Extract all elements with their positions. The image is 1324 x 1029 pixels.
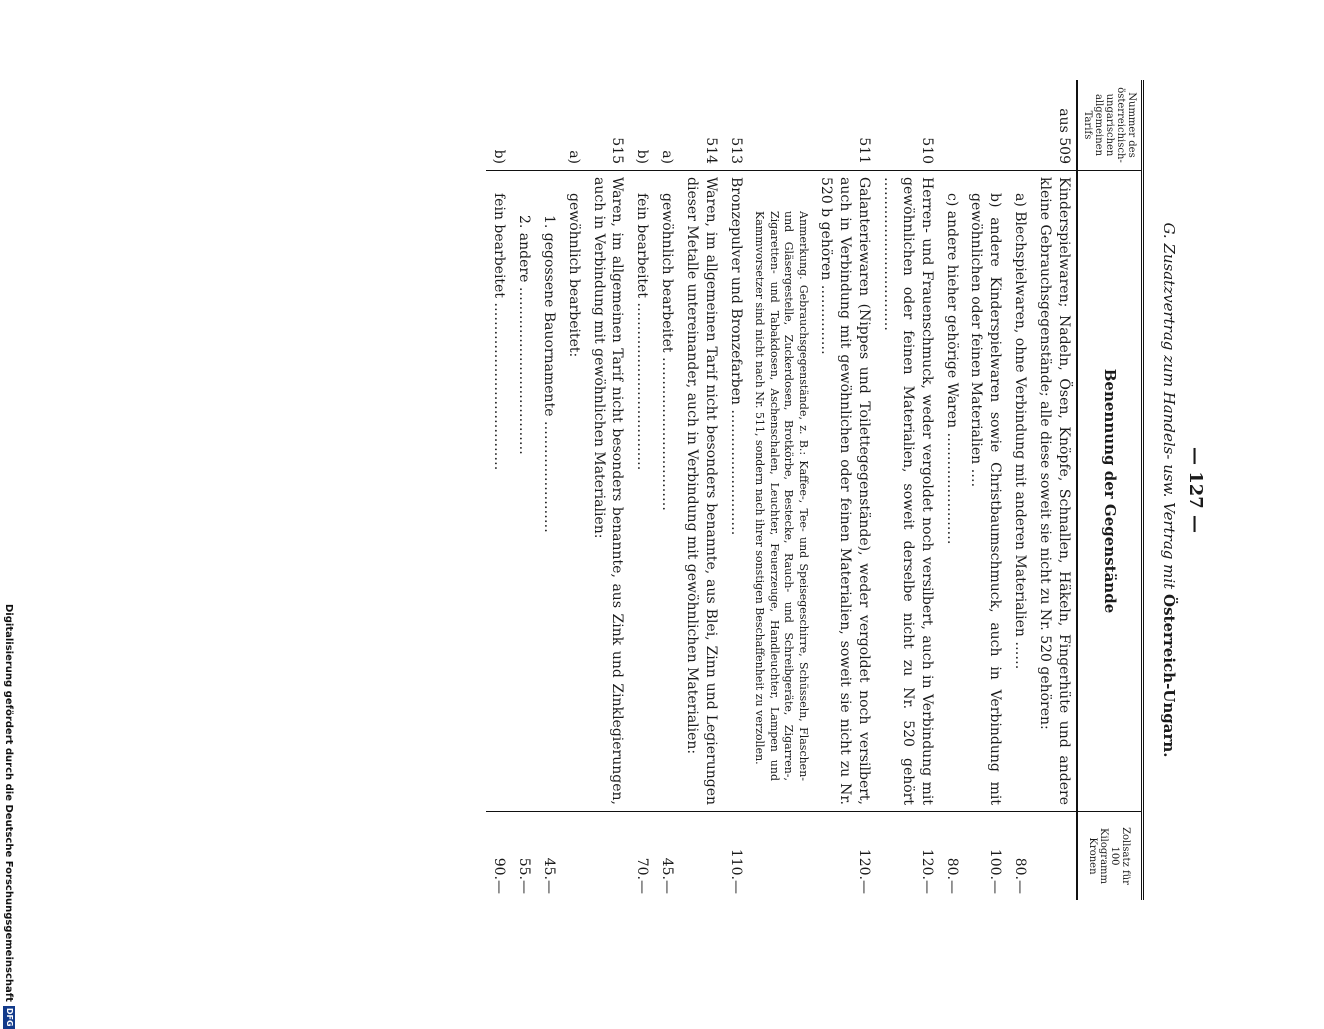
duty-rate: 45.—: [654, 812, 679, 901]
item-description: gewöhnlich bearbeitet ……………………………: [659, 193, 676, 511]
tariff-number: b): [486, 80, 511, 171]
table-row: [654, 80, 679, 900]
item-description: fein bearbeitet ………………………………: [634, 193, 651, 471]
tariff-number: 511: [813, 80, 876, 171]
item-description: Herren- und Frauenschmuck, weder vergoldet noch versilbert, auch in Verbindung mit gewöhnlichen oder feinen Materialien, soweit derselbe nicht zu Nr. 520 gehört ……………………………: [880, 177, 935, 805]
table-row: [586, 80, 630, 900]
credit-text: Digitalisierung gefördert durch die Deutsche Forschungsgemeinschaft: [3, 604, 15, 1002]
item-description: Waren, im allgemeinen Tarif nicht besonders benannte, aus Blei, Zinn und Legierungen dieser Metalle untereinander, auch in Verbindung mit gewöhnlichen Materialien:: [684, 177, 720, 805]
duty-rate: 80.—: [939, 812, 964, 901]
item-description: b) andere Kinderspielwaren sowie Christbaumschmuck, auch in Verbindung mit gewöhnlichen oder feinen Materialien ….: [968, 193, 1004, 805]
tariff-table: [486, 80, 1144, 900]
table-row: [511, 80, 536, 900]
running-head-text: G. Zusatzvertrag zum Handels- usw. Vertrag mit: [1160, 222, 1178, 590]
item-description: fein bearbeitet ………………………………: [491, 193, 508, 471]
tariff-number: [748, 80, 813, 171]
duty-rate: 100.—: [964, 812, 1008, 901]
duty-rate: 70.—: [629, 812, 654, 901]
tariff-number: 513: [723, 80, 748, 171]
duty-rate: [561, 812, 586, 901]
duty-rate: 120.—: [876, 812, 939, 901]
note-row: [748, 80, 813, 900]
item-description: 2. andere ………………………………: [515, 215, 532, 455]
table-row: [1007, 80, 1032, 900]
tariff-number: 515: [586, 80, 630, 171]
duty-rate: 45.—: [536, 812, 561, 901]
tariff-number: 510: [876, 80, 939, 171]
running-head-country: Österreich-Ungarn.: [1160, 594, 1178, 758]
header-name: Benennung der Gegenstände: [1077, 171, 1143, 812]
running-head: [1160, 60, 1178, 920]
duty-rate: [586, 812, 630, 901]
tariff-number: 514: [679, 80, 723, 171]
header-number: Nummer des österreichisch-ungarischen allgemeinen Tarifs: [1077, 80, 1143, 171]
duty-rate: 110.—: [723, 812, 748, 901]
table-row: [1032, 80, 1077, 900]
table-row: [679, 80, 723, 900]
digitization-credit: [2, 604, 16, 1027]
duty-rate: [1032, 812, 1077, 901]
table-row: [561, 80, 586, 900]
page-number: — 127 —: [1185, 446, 1206, 534]
page-content: [204, 60, 1214, 920]
header-rate: Zollsatz für 100 Kilogramm Kronen: [1077, 812, 1143, 901]
tariff-number: [536, 80, 561, 171]
table-row: [536, 80, 561, 900]
dfg-logo: DFG: [5, 1007, 14, 1027]
table-row: [964, 80, 1008, 900]
table-body: [486, 80, 1077, 900]
table-row: [723, 80, 748, 900]
item-description: 1. gegossene Bauornamente ……………………: [540, 215, 557, 533]
item-description: gewöhnlich bearbeitet:: [565, 193, 582, 358]
table-row: [486, 80, 511, 900]
tariff-number: a): [561, 80, 586, 171]
item-description: Galanteriewaren (Nippes und Toilettegegenstände), weder vergoldet noch versilbert, auch in Verbindung mit gewöhnlichen oder feinen Materialien, soweit sie nicht zu Nr. 520 b gehören ……………: [818, 177, 872, 805]
table-row: [629, 80, 654, 900]
duty-rate: [679, 812, 723, 901]
duty-rate: [748, 812, 813, 901]
tariff-number: a): [654, 80, 679, 171]
duty-rate: 55.—: [511, 812, 536, 901]
page-header: [1154, 60, 1214, 920]
item-description: a) Blechspielwaren, ohne Verbindung mit anderen Materialien ……: [1012, 193, 1029, 670]
tariff-number: b): [629, 80, 654, 171]
duty-rate: 90.—: [486, 812, 511, 901]
note-text: Anmerkung. Gebrauchsgegenstände, z. B.: Kaffee-, Tee- und Speisegeschirre, Schüsseln, Flaschen- und Gläsergestelle, Zuckerdosen, Brotkörbe, Bestecke, Rauch- und Schreibgeräte, Zigarren-, Zigaretten- und Tabakdosen, Aschenschalen, Leuchter, Feuerzeuge, Handleuchter, Lampen und Kammvorsetzer sind nicht nach Nr. 511, sondern nach ihrer sonstigen Beschaffenheit zu verzollen.: [752, 211, 811, 781]
table-row: [939, 80, 964, 900]
tariff-number: [939, 80, 964, 171]
table-header-row: [1077, 80, 1143, 900]
duty-rate: 120.—: [813, 812, 876, 901]
tariff-number: [511, 80, 536, 171]
table-row: [876, 80, 939, 900]
tariff-number: [1007, 80, 1032, 171]
item-description: Kinderspielwaren; Nadeln, Ösen, Knöpfe, Schnallen, Häkeln, Fingerhüte und andere kleine Gebrauchsgegenstände; alle diese soweit sie nicht zu Nr. 520 gehören:: [1037, 177, 1072, 805]
tariff-number: aus 509: [1032, 80, 1077, 171]
table-row: [813, 80, 876, 900]
item-description: Waren, im allgemeinen Tarif nicht besonders benannte, aus Zink und Zinklegierungen, auch in Verbindung mit gewöhnlichen Materialien:: [590, 177, 626, 805]
item-description: c) andere hieher gehörige Waren ……………………: [943, 193, 960, 545]
tariff-number: [964, 80, 1008, 171]
item-description: Bronzepulver und Bronzefarben ………………………: [727, 177, 744, 536]
duty-rate: 80.—: [1007, 812, 1032, 901]
scanned-page: [204, 60, 1214, 920]
